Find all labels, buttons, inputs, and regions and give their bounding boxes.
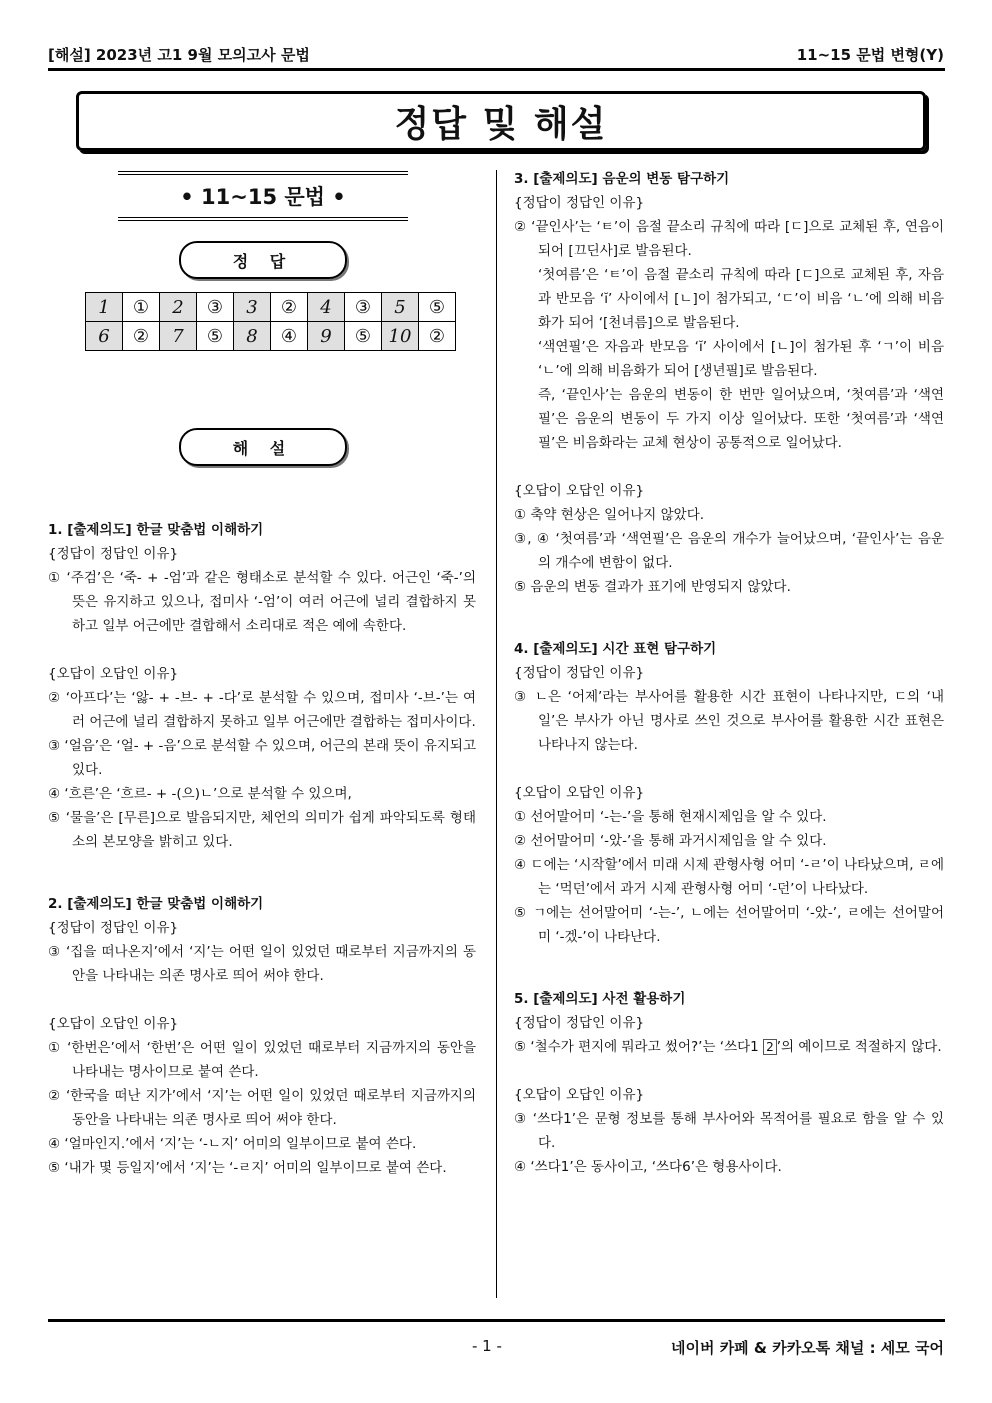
q2-heading: 2. [출제의도] 한글 맞춤법 이해하기 [48,896,264,912]
q4-correct-item: ③ ㄴ은 ‘어제’라는 부사어를 활용한 시간 표현이 나타나지만, ㄷ의 ‘내일’은 부사가 아닌 명사로 쓰인 것으로 부사어를 활용한 시간 표현은 나타나지 않는다. [514,689,944,753]
q4-wrong-item: ① 선어말어미 ‘-는-’을 통해 현재시제임을 알 수 있다. [514,809,827,825]
q2-correct-item: ③ ‘집을 떠나온지’에서 ‘지’는 어떤 일이 있었던 때로부터 지금까지의 동안을 나타내는 의존 명사로 띄어 써야 한다. [48,944,476,984]
q2-wrong-item: ④ ‘얼마인지.’에서 ‘지’는 ‘-ㄴ지’ 어미의 일부이므로 붙여 쓴다. [48,1136,417,1152]
q1-wrong-item: ④ ‘흐른’은 ‘흐르- + -(으)ㄴ’으로 분석할 수 있으며, [48,786,352,802]
section-title: • 11~15 문법 • [118,171,408,221]
answer-row [86,322,456,351]
q4-wrong-item: ⑤ ㄱ에는 선어말어미 ‘-는-’, ㄴ에는 선어말어미 ‘-았-’, ㄹ에는 선어말어미 ‘-겠-’이 나타난다. [514,905,944,945]
bottom-rule [48,1319,945,1322]
q3-wrong-item: ① 축약 현상은 일어나지 않았다. [514,507,705,523]
question-number: 8 [234,322,271,351]
sense-number-box: 2 [763,1039,777,1055]
q1-wrong-item: ⑤ ‘물을’은 [무른]으로 발음되지만, 체언의 의미가 쉽게 파악되도록 형태소의 본모양을 밝히고 있다. [48,810,476,850]
q3-wrong-item: ⑤ 음운의 변동 결과가 표기에 반영되지 않았다. [514,579,791,595]
header-right: 11~15 문법 변형(Y) [796,46,944,64]
header-left: [해설] 2023년 고1 9월 모의고사 문법 [48,46,310,64]
answer-value: ② [419,322,456,351]
question-number: 9 [308,322,345,351]
q2-wrong-item: ① ‘한번은’에서 ‘한번’은 어떤 일이 있었던 때로부터 지금까지의 동안을 나타내는 명사이므로 붙여 쓴다. [48,1040,476,1080]
answer-value: ③ [197,293,234,322]
answer-value: ② [123,322,160,351]
footer-credit: 네이버 카페 & 카카오톡 채널 : 세모 국어 [671,1339,944,1357]
answer-row [86,293,456,322]
q4-wrong-label: {오답이 오답인 이유} [514,785,645,801]
q3-paragraph: ‘색연필’은 자음과 반모음 ‘ĭ’ 사이에서 [ㄴ]이 첨가된 후 ‘ㄱ’이 비음 ‘ㄴ’에 의해 비음화가 되어 [생년필]로 발음된다. [538,339,944,379]
question-number: 3 [234,293,271,322]
q3-correct-item: ② ‘끝인사’는 ‘ㅌ’이 음절 끝소리 규칙에 따라 [ㄷ]으로 교체된 후, 연음이 되어 [끄딘사]로 발음된다. [514,219,944,259]
q1-wrong-label: {오답이 오답인 이유} [48,666,179,682]
question-number: 5 [382,293,419,322]
q5-correct-text: ’의 예이므로 적절하지 않다. [776,1039,942,1055]
column-divider [496,170,497,1298]
q5-heading: 5. [출제의도] 사전 활용하기 [514,991,686,1007]
q1-wrong-item: ③ ‘얼음’은 ‘얼- + -음’으로 분석할 수 있으며, 어근의 본래 뜻이 유지되고 있다. [48,738,476,778]
q1-wrong-item: ② ‘아프다’는 ‘앓- + -브- + -다’로 분석할 수 있으며, 접미사 ‘-브-’는 여러 어근에 널리 결합하지 못하고 일부 어근에만 결합하는 접미사이다. [48,690,476,730]
question-number: 10 [382,322,419,351]
q5-wrong-item: ④ ‘쓰다1’은 동사이고, ‘쓰다6’은 형용사이다. [514,1159,782,1175]
q3-paragraph: 즉, ‘끝인사’는 음운의 변동이 한 번만 일어났으며, ‘첫여름’과 ‘색연필’은 음운의 변동이 두 가지 이상 일어났다. 또한 ‘첫여름’과 ‘색연필’은 비음화라는 교체 현상이 공통적으로 일어났다. [538,387,944,451]
q1-correct-item: ① ‘주검’은 ‘죽- + -엄’과 같은 형태소로 분석할 수 있다. 어근인 ‘죽-’의 뜻은 유지하고 있으나, 접미사 ‘-엄’이 여러 어근에 널리 결합하지 못하고 일부 어근에만 결합해서 소리대로 적은 예에 속한다. [48,570,476,634]
q2-wrong-item: ② ‘한국을 떠난 지가’에서 ‘지’는 어떤 일이 있었던 때로부터 지금까지의 동안을 나타내는 의존 명사로 띄어 써야 한다. [48,1088,476,1128]
question-number: 4 [308,293,345,322]
answer-value: ⑤ [419,293,456,322]
q3-correct-label: {정답이 정답인 이유} [514,195,645,211]
q5-correct-item [514,1035,944,1059]
q5-correct-text: ⑤ ‘철수가 편지에 뭐라고 썼어?’는 ‘쓰다1 [514,1039,764,1055]
page-number: - 1 - [472,1337,502,1355]
q3-wrong-item: ③, ④ ‘첫여름’과 ‘색연필’은 음운의 개수가 늘어났으며, ‘끝인사’는 음운의 개수에 변함이 없다. [514,531,944,571]
q2-wrong-label: {오답이 오답인 이유} [48,1016,179,1032]
top-rule [48,68,945,71]
left-column [48,518,476,1180]
question-number: 7 [160,322,197,351]
q5-correct-label: {정답이 정답인 이유} [514,1015,645,1031]
q3-heading: 3. [출제의도] 음운의 변동 탐구하기 [514,171,730,187]
answer-value: ④ [271,322,308,351]
q4-wrong-item: ② 선어말어미 ‘-았-’을 통해 과거시제임을 알 수 있다. [514,833,827,849]
answer-table [85,292,456,351]
answer-label: 정 답 [179,241,347,279]
q1-heading: 1. [출제의도] 한글 맞춤법 이해하기 [48,522,264,538]
answer-value: ① [123,293,160,322]
q2-correct-label: {정답이 정답인 이유} [48,920,179,936]
answer-value: ③ [345,293,382,322]
q2-wrong-item: ⑤ ‘내가 몇 등일지’에서 ‘지’는 ‘-ㄹ지’ 어미의 일부이므로 붙여 쓴다. [48,1160,447,1176]
page-title: 정답 및 해설 [76,91,926,151]
right-column [514,167,944,1179]
q4-wrong-item: ④ ㄷ에는 ‘시작할’에서 미래 시제 관형사형 어미 ‘-ㄹ’이 나타났으며, ㄹ에는 ‘먹던’에서 과거 시제 관형사형 어미 ‘-던’이 나타났다. [514,857,944,897]
question-number: 1 [86,293,123,322]
answer-value: ⑤ [197,322,234,351]
answer-value: ⑤ [345,322,382,351]
answer-value: ② [271,293,308,322]
explanation-label: 해 설 [179,428,347,466]
q1-correct-label: {정답이 정답인 이유} [48,546,179,562]
q3-wrong-label: {오답이 오답인 이유} [514,483,645,499]
q3-paragraph: ‘첫여름’은 ‘ㅌ’이 음절 끝소리 규칙에 따라 [ㄷ]으로 교체된 후, 자음과 반모음 ‘ĭ’ 사이에서 [ㄴ]이 첨가되고, ‘ㄷ’이 비음 ‘ㄴ’에 의해 비음화가 되어 ‘[천녀름]으로 발음된다. [538,267,944,331]
question-number: 6 [86,322,123,351]
q5-wrong-item: ③ ‘쓰다1’은 문형 정보를 통해 부사어와 목적어를 필요로 함을 알 수 있다. [514,1111,944,1151]
q4-correct-label: {정답이 정답인 이유} [514,665,645,681]
q5-wrong-label: {오답이 오답인 이유} [514,1087,645,1103]
q4-heading: 4. [출제의도] 시간 표현 탐구하기 [514,641,717,657]
question-number: 2 [160,293,197,322]
